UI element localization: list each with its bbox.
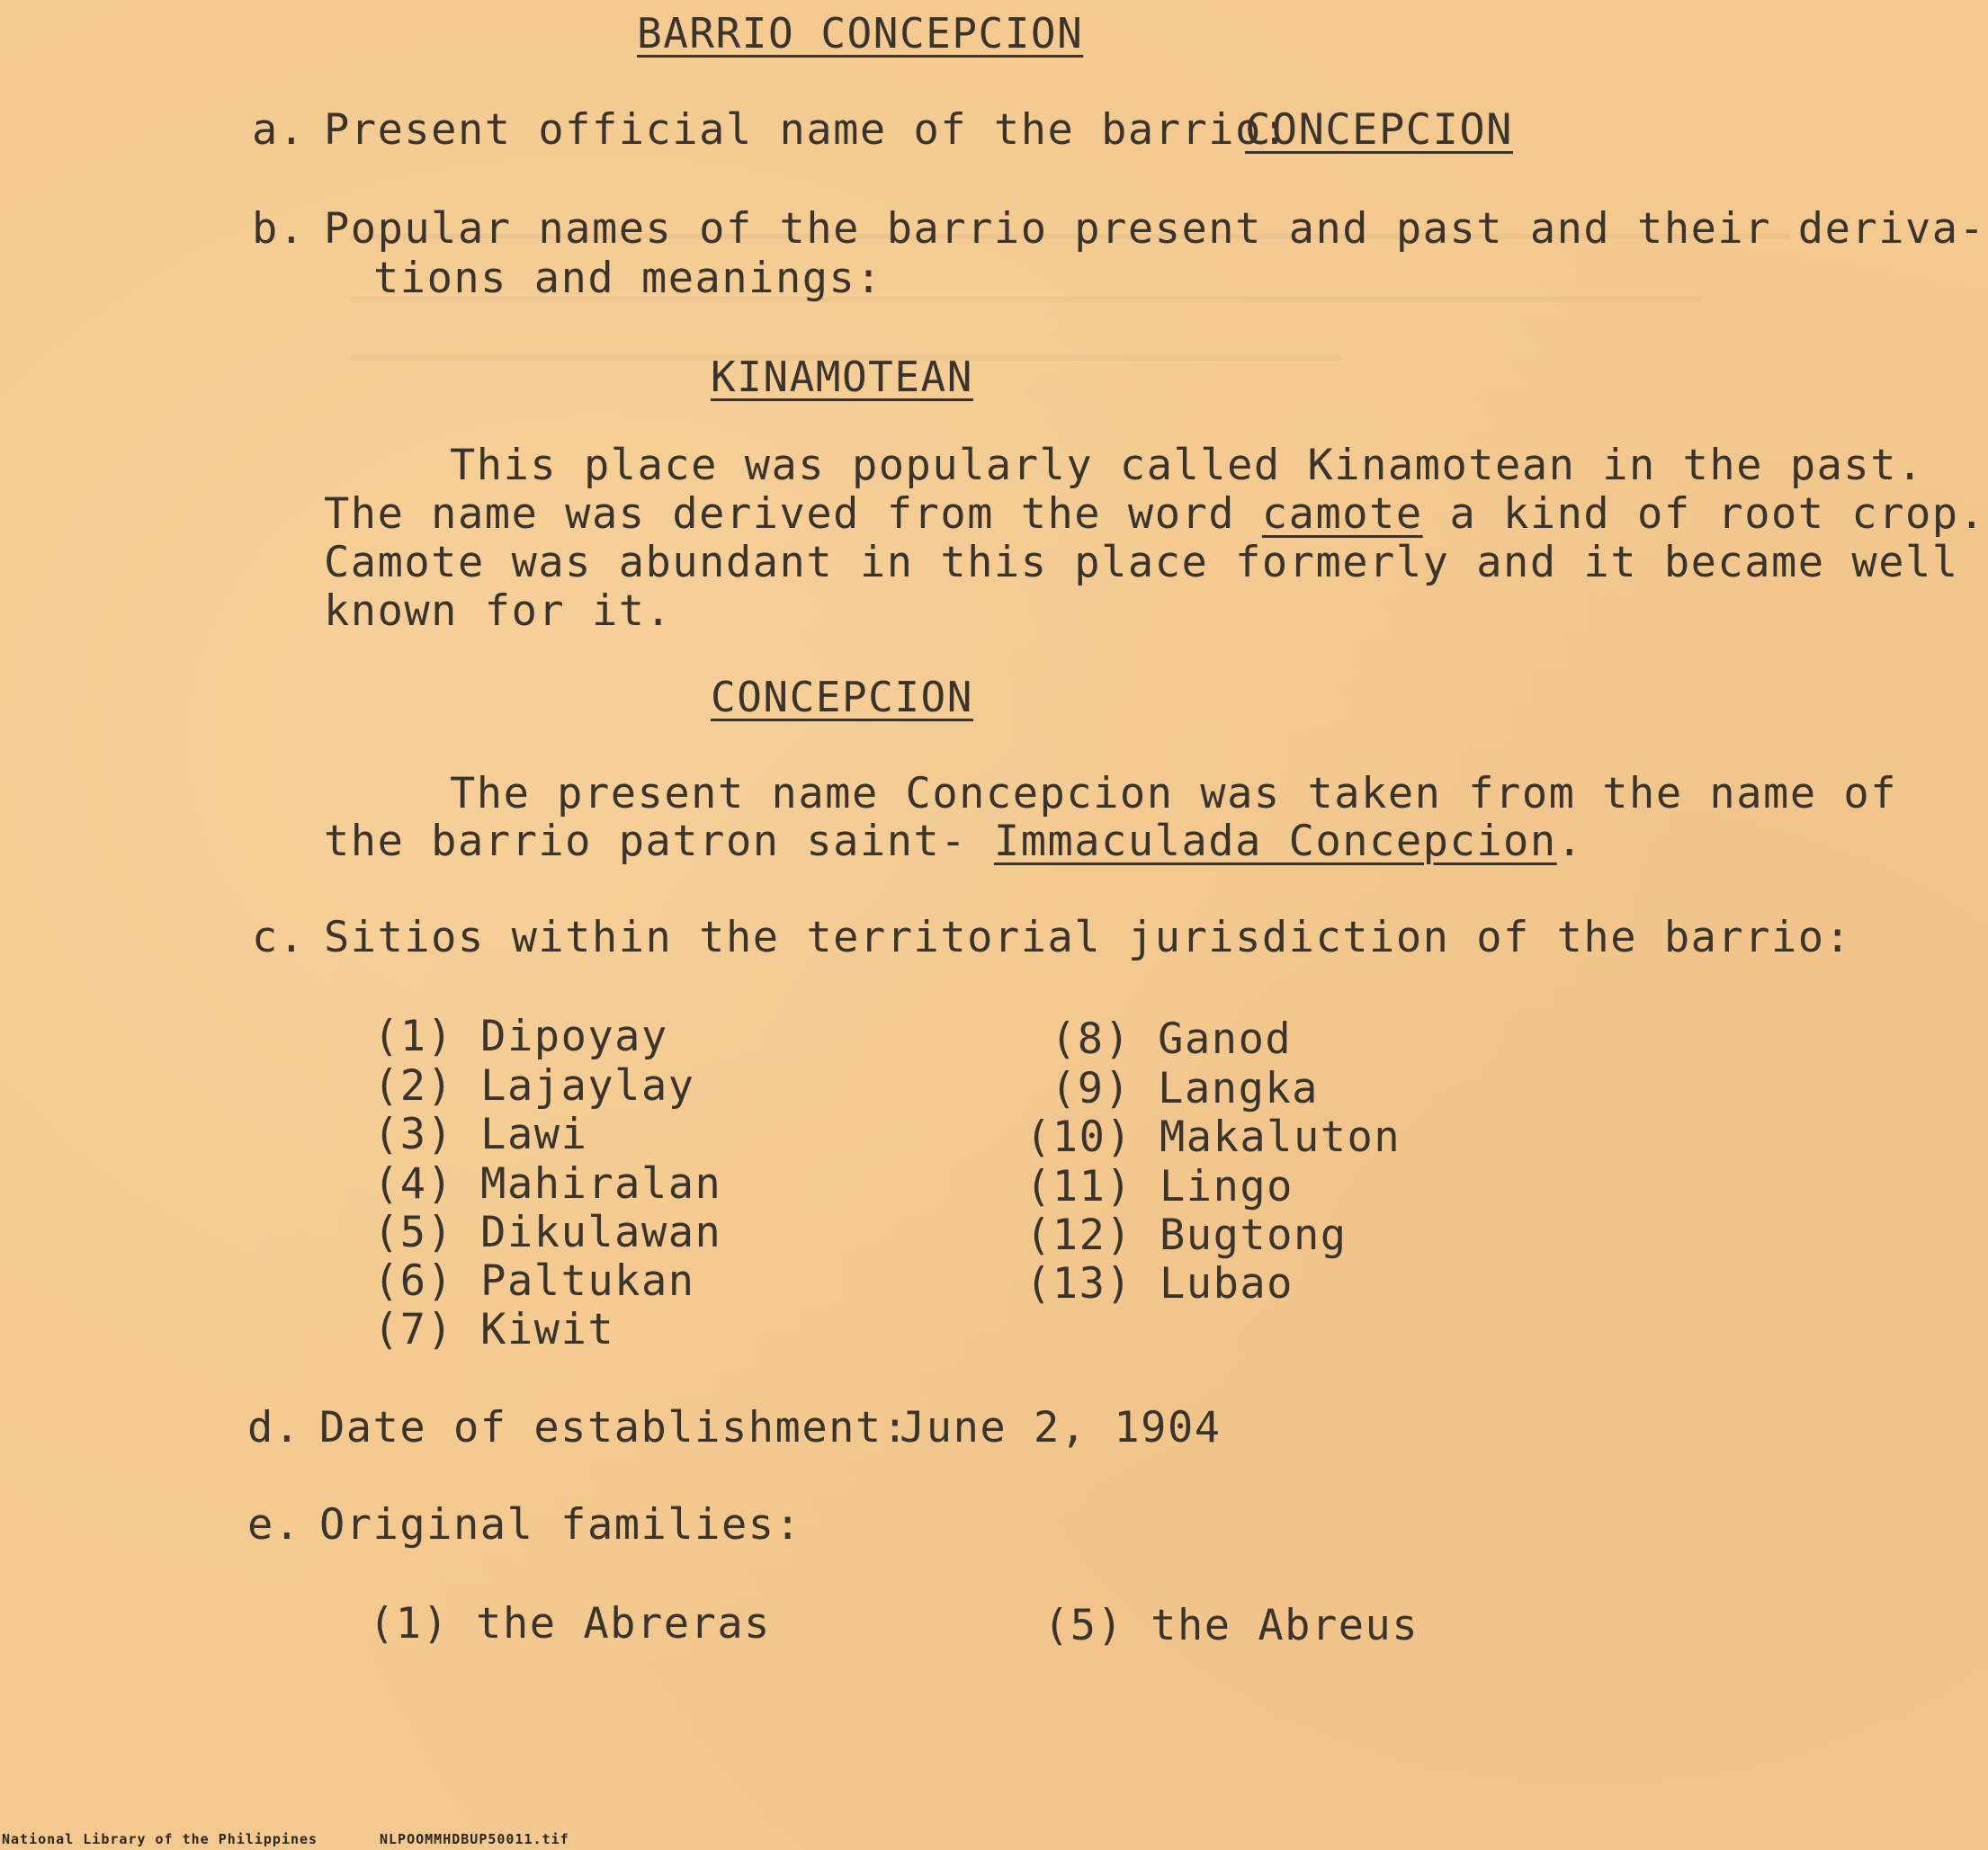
sitio-item: (10) Makaluton	[1025, 1113, 1401, 1162]
kinamotean-line2	[324, 489, 1985, 539]
sitio-item: (5) Dikulawan	[373, 1208, 722, 1257]
sitio-item: (1) Dipoyay	[373, 1012, 668, 1061]
sitio-item: (11) Lingo	[1025, 1162, 1294, 1211]
concepcion-line2-post: .	[1556, 817, 1584, 866]
camote-word: camote	[1261, 489, 1423, 539]
sitio-item: (9) Langka	[1051, 1064, 1319, 1113]
page-title: BARRIO CONCEPCION	[637, 9, 1084, 58]
sitio-item: (7) Kiwit	[373, 1305, 615, 1354]
item-d-text: Date of establishment:	[319, 1403, 909, 1452]
item-b-label: b.	[252, 204, 306, 254]
kinamotean-line1: This place was popularly called Kinamotean in the past.	[450, 441, 1924, 490]
footer-filename: NLPOOMMHDBUP50011.tif	[380, 1831, 569, 1847]
item-a-label: a.	[252, 105, 306, 155]
item-e-label: e.	[247, 1500, 301, 1550]
item-d-value: June 2, 1904	[900, 1403, 1222, 1452]
kinamotean-line3: Camote was abundant in this place formerly and it became well	[324, 538, 1959, 587]
sitio-item: (2) Lajaylay	[373, 1061, 695, 1111]
item-e-text: Original families:	[319, 1500, 802, 1550]
item-c-label: c.	[252, 913, 306, 962]
patron-saint-name: Immaculada Concepcion	[993, 817, 1557, 866]
sitio-item: (8) Ganod	[1051, 1014, 1293, 1064]
concepcion-line1: The present name Concepcion was taken from the name of	[450, 769, 1898, 818]
sitio-item: (6) Paltukan	[373, 1256, 695, 1306]
footer-library: National Library of the Philippines	[2, 1831, 318, 1847]
item-b-line2: tions and meanings:	[373, 254, 883, 303]
family-item: (1) the Abreras	[369, 1599, 771, 1649]
kinamotean-line4: known for it.	[324, 586, 673, 636]
kinamotean-line2-post: a kind of root crop.	[1422, 489, 1986, 539]
kinamotean-line2-pre: The name was derived from the word	[324, 489, 1262, 539]
sitio-item: (3) Lawi	[373, 1110, 588, 1159]
concepcion-heading: CONCEPCION	[711, 673, 973, 721]
sitio-item: (12) Bugtong	[1025, 1211, 1348, 1260]
kinamotean-heading: KINAMOTEAN	[711, 353, 973, 401]
family-item: (5) the Abreus	[1043, 1601, 1419, 1650]
item-d-label: d.	[247, 1403, 301, 1452]
concepcion-line2-pre: the barrio patron saint-	[324, 817, 994, 866]
item-c-text: Sitios within the territorial jurisdiction of the barrio:	[324, 913, 1852, 962]
item-a-value: CONCEPCION	[1245, 105, 1513, 155]
sitio-item: (4) Mahiralan	[373, 1159, 722, 1209]
item-b-line1: Popular names of the barrio present and past and their deriva-	[324, 204, 1986, 254]
sitio-item: (13) Lubao	[1025, 1259, 1294, 1309]
concepcion-line2	[324, 817, 1583, 866]
item-a-text: Present official name of the barrio:	[324, 105, 1289, 155]
